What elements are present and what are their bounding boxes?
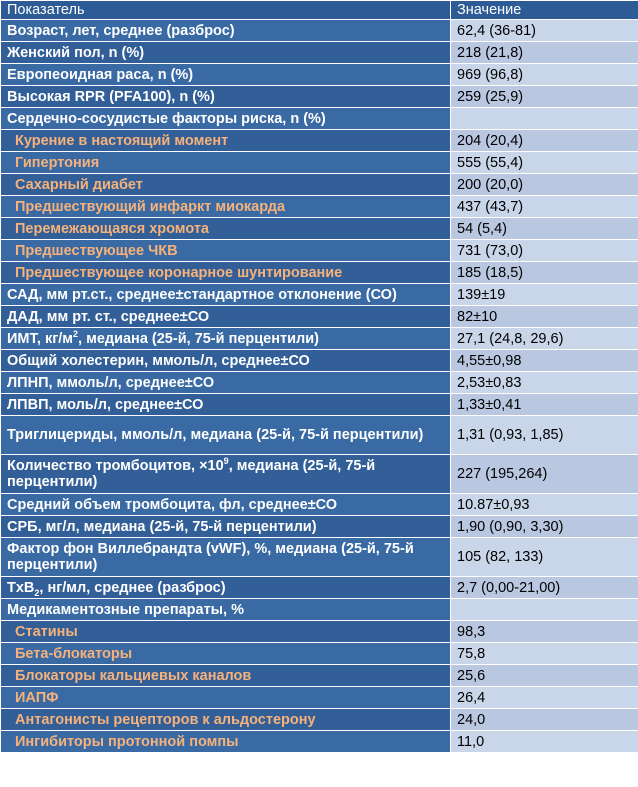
row-label-aldosterone-antagonists: Антагонисты рецепторов к альдостерону <box>1 709 451 731</box>
row-label-race: Европеоидная раса, n (%) <box>1 64 451 86</box>
table-row <box>1 328 638 350</box>
row-value-vwf: 105 (82, 133) <box>451 538 638 577</box>
row-label-total-cholesterol: Общий холестерин, ммоль/л, среднее±СО <box>1 350 451 372</box>
table-row <box>1 152 638 174</box>
row-value-mpv: 10.87±0,93 <box>451 494 638 516</box>
txb-label-text: TxB <box>7 579 35 596</box>
row-value-bmi: 27,1 (24,8, 29,6) <box>451 328 638 350</box>
row-value-hdl: 1,33±0,41 <box>451 394 638 416</box>
row-value-platelet-count: 227 (195,264) <box>451 455 638 494</box>
table-row <box>1 108 638 130</box>
row-value-empty <box>451 108 638 130</box>
table-row <box>1 516 638 538</box>
row-label-female: Женский пол, n (%) <box>1 42 451 64</box>
table-row <box>1 665 638 687</box>
bmi-superscript: 2 <box>73 328 79 339</box>
row-value-claudication: 54 (5,4) <box>451 218 638 240</box>
table-row <box>1 621 638 643</box>
row-label-beta-blockers: Бета-блокаторы <box>1 643 451 665</box>
table-row <box>1 599 638 621</box>
section-heading-risk-factors: Сердечно-сосудистые факторы риска, n (%) <box>1 108 451 130</box>
row-value-empty <box>451 599 638 621</box>
row-label-claudication: Перемежающаяся хромота <box>1 218 451 240</box>
row-value-ccb: 25,6 <box>451 665 638 687</box>
table-row <box>1 455 638 494</box>
table-row <box>1 42 638 64</box>
table-row <box>1 130 638 152</box>
row-value-beta-blockers: 75,8 <box>451 643 638 665</box>
section-heading-medications: Медикаментозные препараты, % <box>1 599 451 621</box>
bmi-label-text-end: , медиана (25-й, 75-й перцентили) <box>78 330 319 347</box>
row-label-txb2 <box>1 577 451 599</box>
table-row <box>1 262 638 284</box>
table-row <box>1 174 638 196</box>
table-row <box>1 494 638 516</box>
row-label-hypertension: Гипертония <box>1 152 451 174</box>
platelet-label-text-end: , медиана (25-й, 75-й перцентили) <box>7 458 376 490</box>
row-label-smoking: Курение в настоящий момент <box>1 130 451 152</box>
platelet-superscript: 9 <box>223 456 229 467</box>
row-value-statins: 98,3 <box>451 621 638 643</box>
row-label-triglycerides: Триглицериды, ммоль/л, медиана (25-й, 75-й перцентили) <box>1 416 451 455</box>
row-label-prior-mi: Предшествующий инфаркт миокарда <box>1 196 451 218</box>
row-value-diabetes: 200 (20,0) <box>451 174 638 196</box>
row-value-sbp: 139±19 <box>451 284 638 306</box>
row-value-smoking: 204 (20,4) <box>451 130 638 152</box>
row-label-hdl: ЛПВП, моль/л, среднее±СО <box>1 394 451 416</box>
row-label-prior-pci: Предшествующее ЧКВ <box>1 240 451 262</box>
bmi-label-text: ИМТ, кг/м <box>7 330 74 347</box>
table-row <box>1 731 638 753</box>
row-value-race: 969 (96,8) <box>451 64 638 86</box>
row-value-total-cholesterol: 4,55±0,98 <box>451 350 638 372</box>
table-row <box>1 538 638 577</box>
row-label-sbp: САД, мм рт.ст., среднее±стандартное отклонение (СО) <box>1 284 451 306</box>
table-row <box>1 687 638 709</box>
table-row <box>1 350 638 372</box>
table-row <box>1 218 638 240</box>
table-row <box>1 416 638 455</box>
row-label-crp: СРБ, мг/л, медиана (25-й, 75-й перцентили) <box>1 516 451 538</box>
row-label-ace-inhibitors: ИАПФ <box>1 687 451 709</box>
table-row <box>1 306 638 328</box>
row-value-ppi: 11,0 <box>451 731 638 753</box>
row-value-dbp: 82±10 <box>451 306 638 328</box>
table-row <box>1 577 638 599</box>
platelet-label-text: Количество тромбоцитов, ×10 <box>7 458 224 474</box>
table-row <box>1 284 638 306</box>
row-value-female: 218 (21,8) <box>451 42 638 64</box>
txb-subscript: 2 <box>34 587 40 598</box>
row-value-age: 62,4 (36-81) <box>451 20 638 42</box>
header-value: Значение <box>451 1 638 20</box>
row-value-rpr: 259 (25,9) <box>451 86 638 108</box>
row-label-rpr: Высокая RPR (PFA100), n (%) <box>1 86 451 108</box>
row-value-prior-pci: 731 (73,0) <box>451 240 638 262</box>
table-header-row <box>1 1 638 20</box>
row-label-statins: Статины <box>1 621 451 643</box>
table-row <box>1 86 638 108</box>
row-label-mpv: Средний объем тромбоцита, фл, среднее±СО <box>1 494 451 516</box>
table-row <box>1 240 638 262</box>
row-value-prior-mi: 437 (43,7) <box>451 196 638 218</box>
table-row <box>1 196 638 218</box>
row-value-triglycerides: 1,31 (0,93, 1,85) <box>451 416 638 455</box>
row-value-txb2: 2,7 (0,00-21,00) <box>451 577 638 599</box>
table-row <box>1 394 638 416</box>
row-label-prior-cabg: Предшествующее коронарное шунтирование <box>1 262 451 284</box>
row-label-vwf: Фактор фон Виллебрандта (vWF), %, медиана (25-й, 75-й перцентили) <box>1 538 451 577</box>
row-label-ppi: Ингибиторы протонной помпы <box>1 731 451 753</box>
row-value-crp: 1,90 (0,90, 3,30) <box>451 516 638 538</box>
row-label-bmi <box>1 328 451 350</box>
row-label-ldl: ЛПНП, ммоль/л, среднее±СО <box>1 372 451 394</box>
row-label-platelet-count <box>1 455 451 494</box>
row-label-dbp: ДАД, мм рт. ст., среднее±СО <box>1 306 451 328</box>
row-value-aldosterone-antagonists: 24,0 <box>451 709 638 731</box>
row-value-ldl: 2,53±0,83 <box>451 372 638 394</box>
row-value-prior-cabg: 185 (18,5) <box>451 262 638 284</box>
header-indicator: Показатель <box>1 1 451 20</box>
table-row <box>1 20 638 42</box>
table-row <box>1 643 638 665</box>
row-label-diabetes: Сахарный диабет <box>1 174 451 196</box>
txb-label-text-end: , нг/мл, среднее (разброс) <box>39 579 226 596</box>
row-value-ace-inhibitors: 26,4 <box>451 687 638 709</box>
row-label-age: Возраст, лет, среднее (разброс) <box>1 20 451 42</box>
row-label-ccb: Блокаторы кальциевых каналов <box>1 665 451 687</box>
row-value-hypertension: 555 (55,4) <box>451 152 638 174</box>
table-row <box>1 64 638 86</box>
table-row <box>1 709 638 731</box>
table-row <box>1 372 638 394</box>
